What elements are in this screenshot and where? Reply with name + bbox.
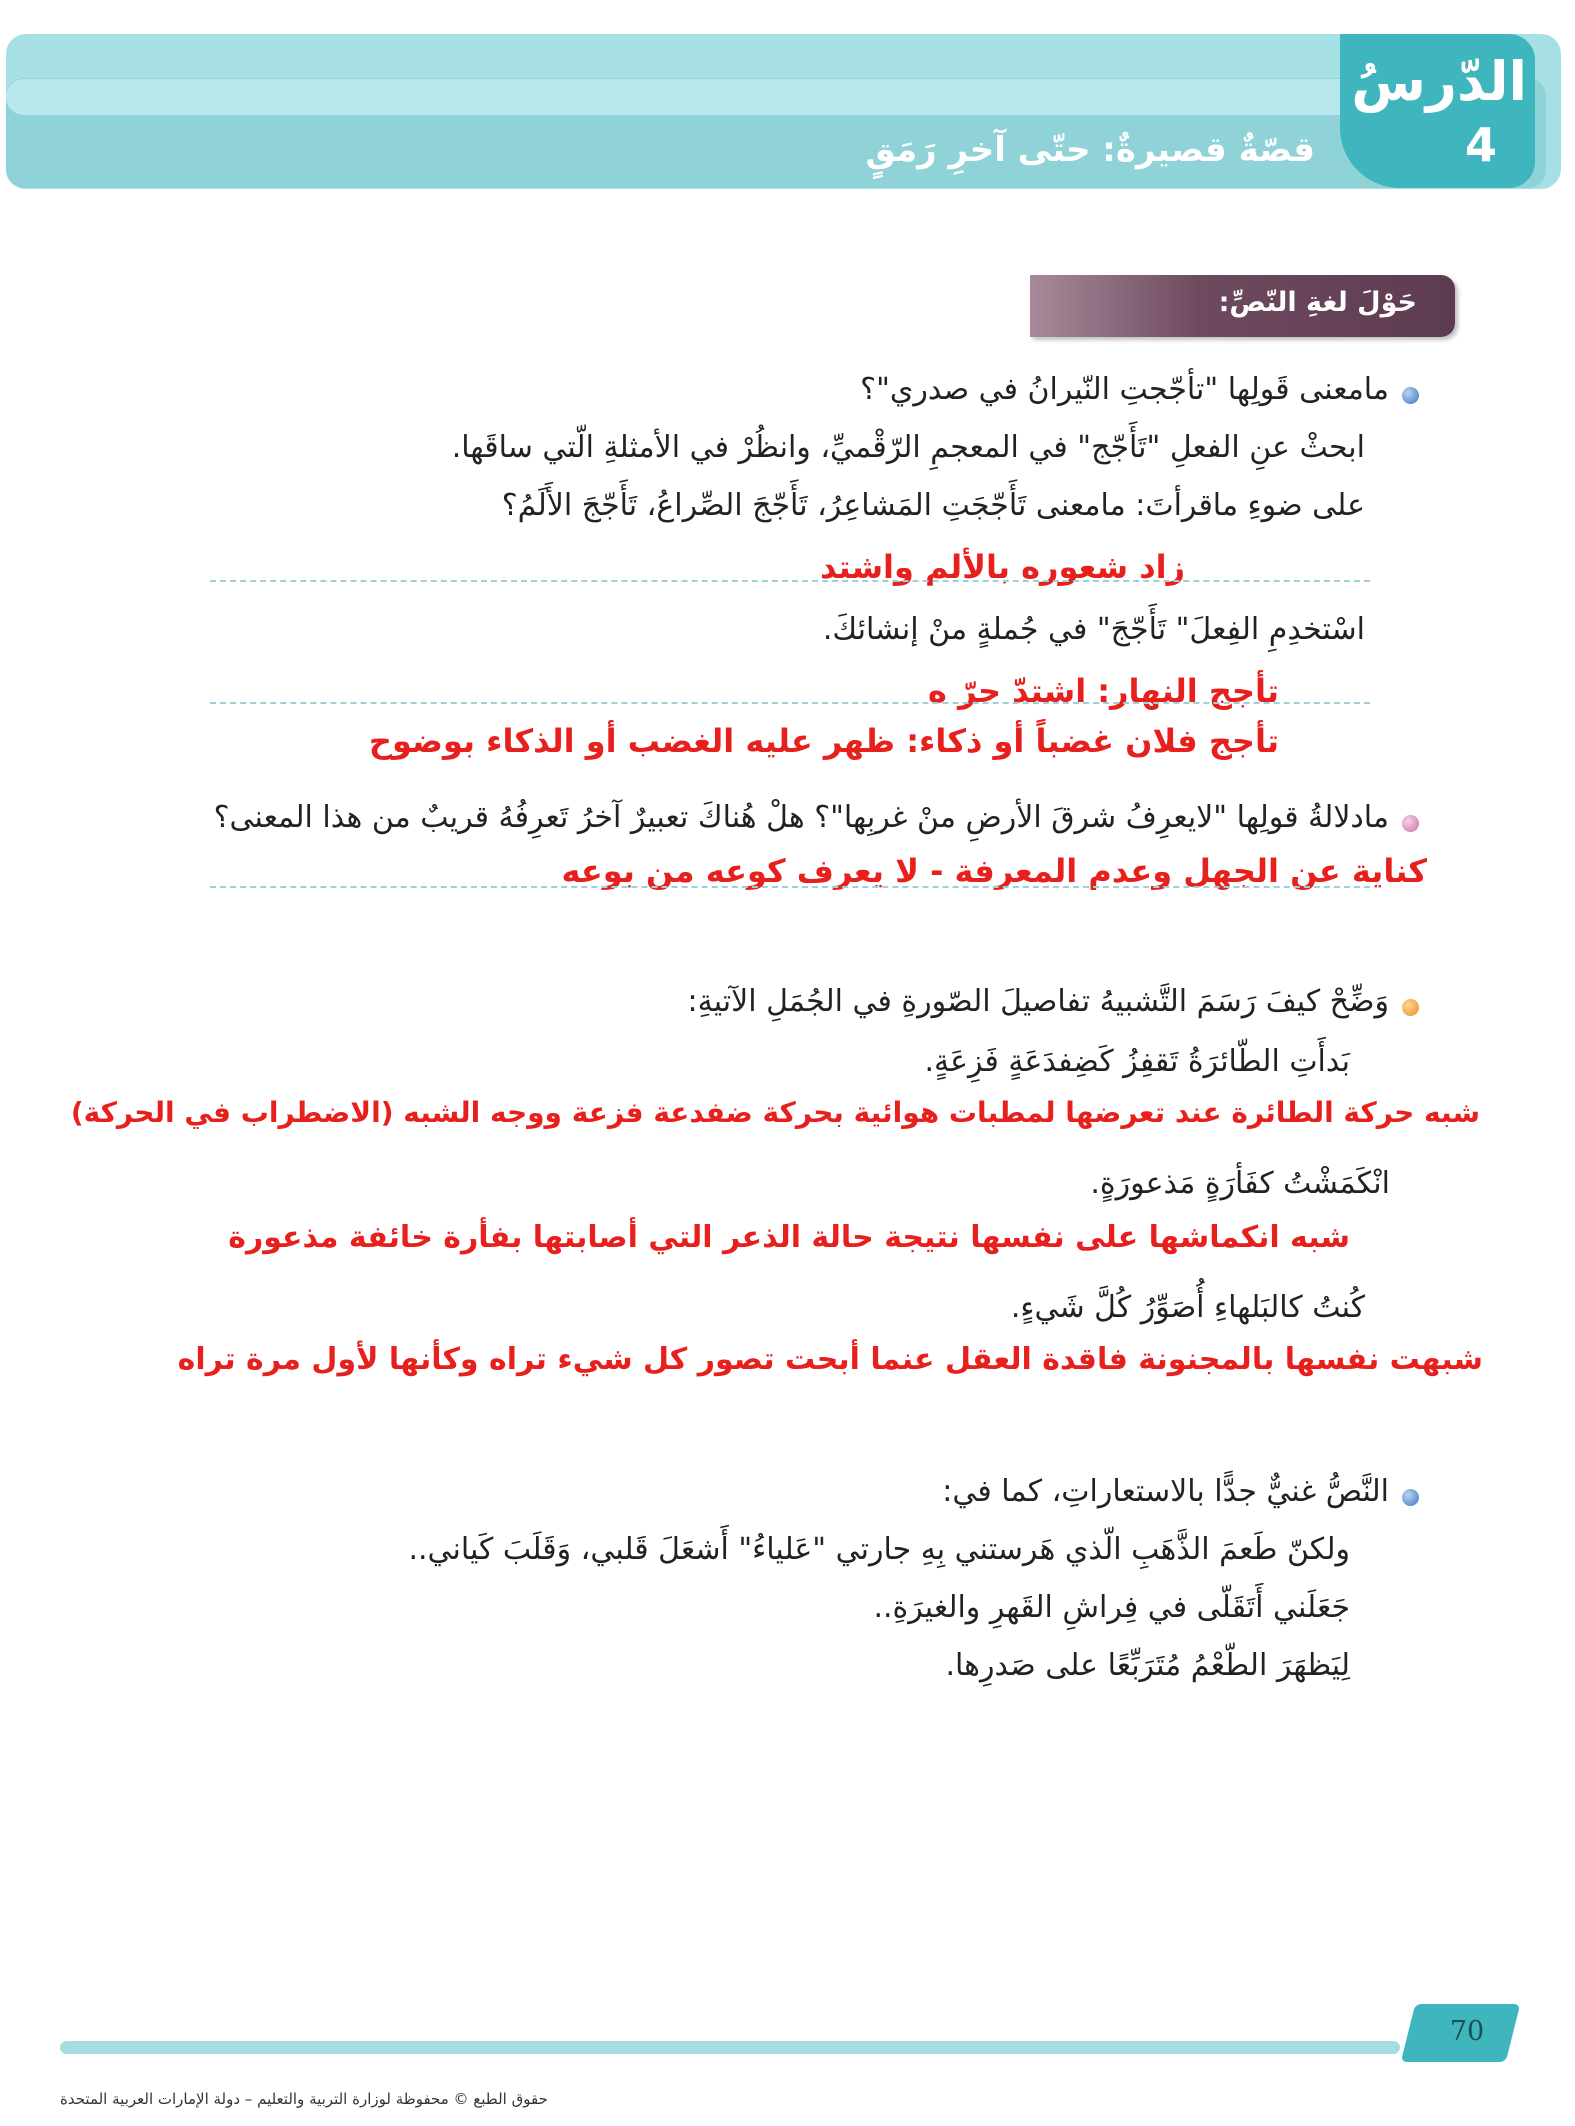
bullet-icon	[1402, 815, 1419, 832]
lesson-number: 4	[1464, 118, 1497, 172]
copyright-notice: حقوق الطبع © محفوظة لوزارة التربية والتعليم – دولة الإمارات العربية المتحدة	[60, 2090, 548, 2108]
q1-answer: زاد شعوره بالألم واشتد	[820, 548, 1185, 586]
q4-line1: ولكنّ طَعمَ الذَّهَبِ الّذي هَرستني بِهِ جارتي "عَلياءُ" أَشعَلَ قَلبي، وَقَلَبَ كَياني..	[408, 1532, 1350, 1567]
q4-line2: جَعَلَني أَتَقَلّى في فِراشِ القَهرِ والغيرَةِ..	[873, 1590, 1350, 1625]
bullet-icon	[1402, 1489, 1419, 1506]
q3-answer3: شبهت نفسها بالمجنونة فاقدة العقل عنما أبحت تصور كل شيء تراه وكأنها لأول مرة تراه	[177, 1342, 1483, 1377]
section-title: حَوْلَ لغةِ النّصِّ:	[1218, 287, 1417, 318]
q1-answer2: تأجج النهار: اشتدّ حرّ ه	[928, 672, 1279, 710]
bullet-icon	[1402, 387, 1419, 404]
q2-answer: كناية عن الجهل وعدم المعرفة - لا يعرف كوعه من بوعه	[561, 852, 1427, 890]
footer-bar	[60, 2041, 1400, 2054]
bullet-icon	[1402, 999, 1419, 1016]
q1-line3: على ضوءِ ماقرأتَ: مامعنى تَأَجّجَتِ المَشاعِرُ، تَأَجّجَ الصِّراعُ، تَأَجّجَ الأَلَمُ؟	[501, 488, 1365, 523]
header-stripe	[6, 79, 1486, 115]
q3-question: وَضِّحْ كيفَ رَسَمَ التَّشبيهُ تفاصيلَ الصّورةِ في الجُمَلِ الآتيةِ:	[687, 984, 1389, 1019]
lesson-label: الدّرسُ	[1351, 50, 1527, 113]
q3-sentence1: بَدأَتِ الطّائرَةُ تَقفِزُ كَضِفدَعَةٍ فَزِعَةٍ.	[924, 1044, 1350, 1079]
story-title: قصّةٌ قصيرةٌ: حتّى آخرِ رَمَقٍ	[865, 130, 1315, 170]
q2-question: مادلالةُ قولِها "لايعرِفُ شرقَ الأرضِ منْ غربِها"؟ هلْ هُناكَ تعبيرٌ آخرُ تَعرِفُهُ قريبٌ من هذا المعنى؟	[213, 800, 1389, 835]
page-number: 70	[1449, 2016, 1485, 2047]
q1-question: مامعنى قَولِها "تأجّجتِ النّيرانُ في صدري"؟	[860, 372, 1389, 407]
answer-line	[210, 580, 1370, 582]
q3-answer1: شبه حركة الطائرة عند تعرضها لمطبات هوائية بحركة ضفدعة فزعة ووجه الشبه (الاضطراب في الحركة)	[70, 1096, 1480, 1129]
q1-answer3: تأجج فلان غضباً أو ذكاء: ظهر عليه الغضب أو الذكاء بوضوح	[368, 722, 1279, 760]
q4-line3: لِيَظهَرَ الطّعْمُ مُتَرَبِّعًا على صَدرِها.	[945, 1648, 1350, 1683]
answer-line	[210, 702, 1370, 704]
q3-answer2: شبه انكماشها على نفسها نتيجة حالة الذعر التي أصابتها بفأرة خائفة مذعورة	[228, 1220, 1350, 1255]
q3-sentence3: كُنتُ كالبَلهاءِ أُصَوِّرُ كُلَّ شَيءٍ.	[1010, 1290, 1365, 1325]
q4-intro: النَّصُّ غنيٌّ جدًّا بالاستعاراتِ، كما في:	[942, 1474, 1389, 1509]
q1-line2: ابحثْ عنِ الفعلِ "تَأَجّج" في المعجمِ الرّقْميِّ، وانظُرْ في الأمثلةِ الّتي ساقَها.	[451, 430, 1365, 465]
answer-line	[210, 886, 1370, 888]
q3-sentence2: انْكَمَشْتُ كفَأرَةٍ مَذعورَةٍ.	[1090, 1166, 1390, 1201]
q1-line4: اسْتخدِمِ الفِعلَ" تَأَجّجَ" في جُملةٍ منْ إنشائكَ.	[822, 612, 1365, 647]
